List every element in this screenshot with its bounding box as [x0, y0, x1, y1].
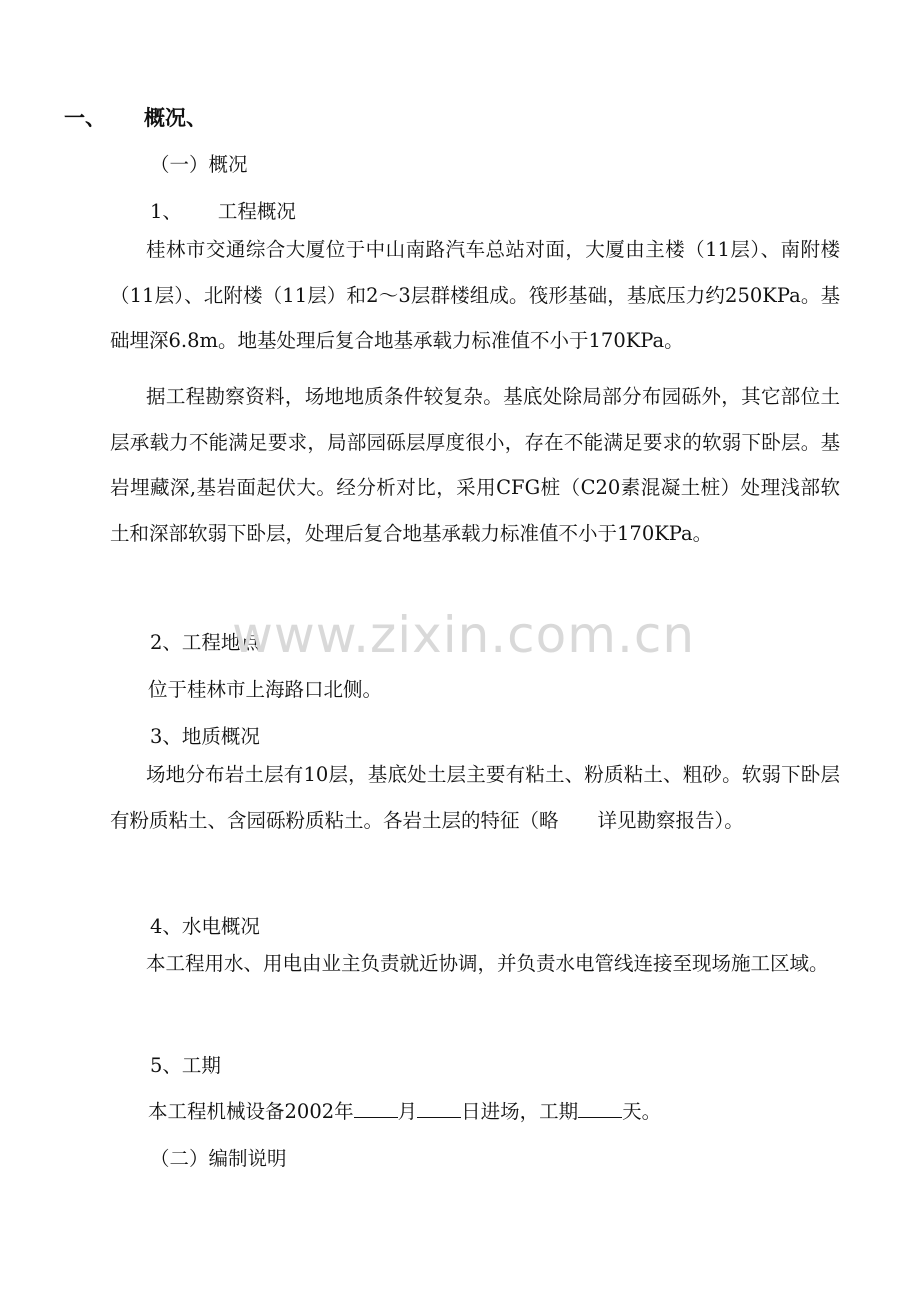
watermark: www.zixin.com.cn [232, 606, 696, 664]
paragraph-geology: 场地分布岩土层有10层，基底处土层主要有粘土、粉质粘土、粗砂。软弱下卧层有粉质粘土、含园砾粉质粘土。各岩土层的特征（略 详见勘察报告）。 [110, 763, 840, 832]
paragraph-utilities: 本工程用水、用电由业主负责就近协调，并负责水电管线连接至现场施工区域。 [146, 952, 829, 975]
section-heading [64, 104, 207, 132]
item-heading-geology: 3、地质概况 [150, 725, 260, 748]
item-heading-schedule: 5、工期 [150, 1054, 221, 1077]
paragraph-location: 位于桂林市上海路口北侧。 [148, 678, 383, 701]
section-title: 概况、 [144, 105, 207, 130]
section-number: 一、 [64, 105, 106, 130]
item-heading-location: 2、工程地点 [150, 631, 260, 654]
paragraph-survey-analysis: 据工程勘察资料，场地地质条件较复杂。基底处除局部分布园砾外，其它部位土层承载力不能满足要求，局部园砾层厚度很小，存在不能满足要求的软弱下卧层。基岩埋藏深,基岩面起伏大。经分析对比，采用CFG桩（C20素混凝土桩）处理浅部软土和深部软弱下卧层，处理后复合地基承载力标准值不小于170KPa。 [110, 385, 840, 545]
schedule-text-end: 天。 [622, 1100, 662, 1123]
subsection-heading-overview: （一）概况 [150, 153, 248, 176]
schedule-text-month: 月 [397, 1100, 418, 1123]
item-heading-project-overview [150, 199, 296, 225]
item-number: 1、 [150, 200, 182, 223]
schedule-text-duration: 日进场，工期 [461, 1100, 579, 1123]
paragraph-project-description: 桂林市交通综合大厦位于中山南路汽车总站对面，大厦由主楼（11层）、南附楼（11层）、北附楼（11层）和2～3层群楼组成。筏形基础，基底压力约250KPa。基础埋深6.8m。地基处理后复合地基承载力标准值不小于170KPa。 [110, 238, 840, 352]
subsection-heading-notes: （二）编制说明 [150, 1147, 287, 1170]
blank-days [578, 1099, 622, 1118]
blank-day [417, 1099, 461, 1118]
schedule-text-year: 本工程机械设备2002年 [148, 1100, 354, 1123]
blank-month [354, 1099, 398, 1118]
item-heading-utilities: 4、水电概况 [150, 915, 260, 938]
item-title: 工程概况 [217, 200, 296, 223]
paragraph-schedule [148, 1099, 661, 1125]
